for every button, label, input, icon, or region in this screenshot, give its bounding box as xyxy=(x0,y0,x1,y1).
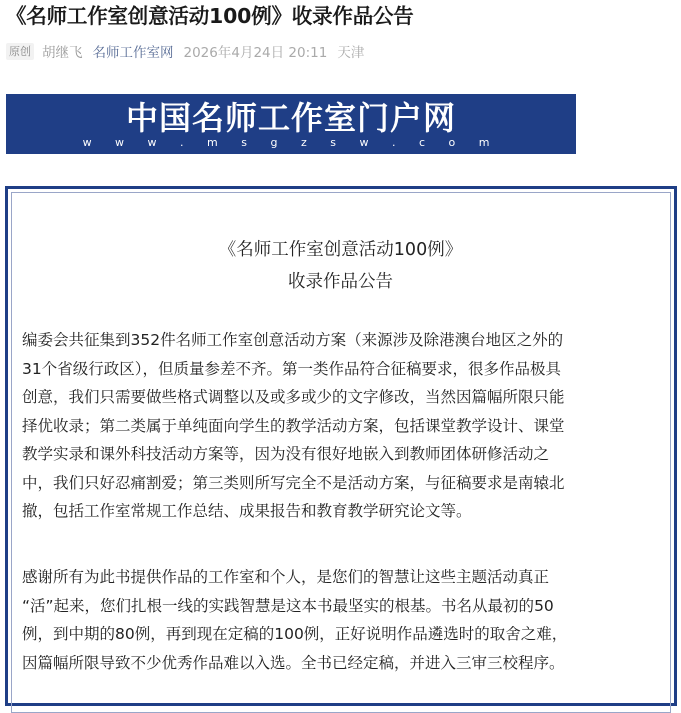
paragraph-line: 撤，包括工作室常规工作总结、成果报告和教育教学研究论文等。 xyxy=(22,502,472,520)
author-name: 胡继飞 xyxy=(42,45,83,61)
paragraph-line: 教学实录和课外科技活动方案等，因为没有很好地嵌入到教师团体研修活动之 xyxy=(22,445,550,463)
paragraph-line: “活”起来，您们扎根一线的实践智慧是这本书最坚实的根基。书名从最初的50 xyxy=(22,596,554,615)
publish-location: 天津 xyxy=(337,45,365,61)
article-title: 《名师工作室创意活动100例》收录作品公告 xyxy=(6,4,414,28)
publish-time: 2026年4月24日 20:11 xyxy=(183,45,328,61)
paragraph-line: 31个省级行政区），但质量参差不齐。第一类作品符合征稿要求，很多作品极具 xyxy=(22,359,561,378)
article-meta xyxy=(6,42,364,60)
banner-site-url: w w w . m s g z s w . c o m xyxy=(82,136,500,149)
original-badge: 原创 xyxy=(6,43,34,60)
notice-heading-line2: 收录作品公告 xyxy=(288,272,393,292)
paragraph-line: 中，我们只好忍痛割爱；第三类则所写完全不是活动方案，与征稿要求是南辕北 xyxy=(22,473,565,492)
account-link[interactable]: 名师工作室网 xyxy=(92,45,174,61)
paragraph-line: 例，到中期的80例，再到现在定稿的100例，正好说明作品遴选时的取舍之难， xyxy=(22,625,568,643)
paragraph-line: 感谢所有为此书提供作品的工作室和个人，是您们的智慧让这些主题活动真正 xyxy=(22,568,550,586)
paragraph-line: 创意，我们只需要做些格式调整以及或多或少的文字修改，当然因篇幅所限只能 xyxy=(22,388,565,406)
notice-paragraph-1 xyxy=(22,326,662,526)
paragraph-line: 编委会共征集到352件名师工作室创意活动方案（来源涉及除港澳台地区之外的 xyxy=(22,331,564,349)
paragraph-line: 因篇幅所限导致不少优秀作品难以入选。全书已经定稿，并进入三审三校程序。 xyxy=(22,653,565,672)
portal-banner-image xyxy=(6,94,576,154)
banner-site-name: 中国名师工作室门户网 xyxy=(125,99,456,137)
paragraph-line: 择优收录；第二类属于单纯面向学生的教学活动方案，包括课堂教学设计、课堂 xyxy=(22,416,565,435)
notice-heading-line1: 《名师工作室创意活动100例》 xyxy=(218,240,463,260)
notice-paragraph-2 xyxy=(22,563,662,677)
